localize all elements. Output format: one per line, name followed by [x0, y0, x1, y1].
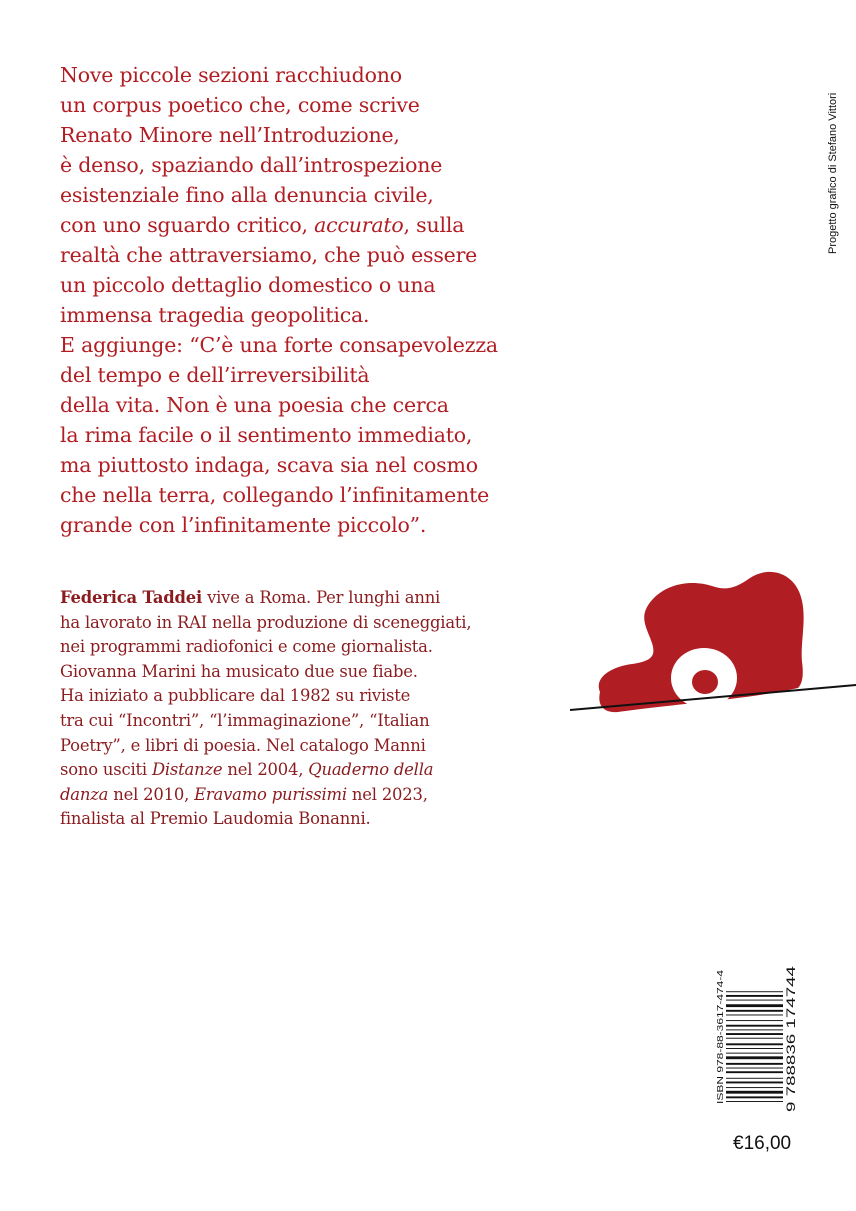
book-title: Distanze: [151, 760, 223, 780]
barcode-bar: [726, 1033, 783, 1035]
blurb-line: un corpus poetico che, come scrive: [60, 93, 420, 117]
logo-eye-red: [692, 670, 718, 694]
blurb-line: della vita. Non è una poesia che cerca: [60, 393, 449, 417]
barcode-bar: [726, 1015, 783, 1016]
blurb-text: con uno sguardo critico,: [60, 213, 315, 237]
blurb-text: , sulla: [403, 213, 465, 237]
barcode-bar: [726, 1004, 783, 1007]
barcode-bar: [726, 1096, 783, 1098]
barcode-bar: [726, 1063, 783, 1065]
bio-line: ha lavorato in RAI nella produzione di sceneggiati,: [60, 612, 472, 632]
book-title: danza: [60, 784, 109, 804]
blurb-line: realtà che attraversiamo, che può essere: [60, 243, 478, 267]
barcode-bar: [726, 1000, 783, 1001]
barcode-bar: [726, 1082, 783, 1084]
barcode-bar: [726, 1078, 783, 1079]
bio-line: Giovanna Marini ha musicato due sue fiabe.: [60, 661, 418, 681]
author-name: Federica Taddei: [60, 588, 203, 607]
blurb-line: del tempo e dell’irreversibilità: [60, 363, 370, 387]
bio-text: nel 2023,: [346, 784, 428, 804]
blurb-line: Nove piccole sezioni racchiudono: [60, 63, 402, 87]
blurb-italic-word: accurato: [314, 213, 404, 237]
book-title: Quaderno della: [308, 760, 434, 780]
barcode-bar: [726, 1087, 783, 1088]
isbn-label: ISBN 978-88-3617-474-4: [716, 1014, 725, 1104]
barcode-bar: [726, 1029, 783, 1030]
barcode-bar: [726, 1048, 783, 1049]
bio-line: Poetry”, e libri di poesia. Nel catalogo Manni: [60, 735, 426, 755]
barcode-bar: [726, 1038, 783, 1039]
blurb-line: [60, 210, 530, 240]
blurb-line: ma piuttosto indaga, scava sia nel cosmo: [60, 453, 478, 477]
book-title: Eravamo purissimi: [194, 784, 347, 804]
barcode-bar: [726, 995, 783, 997]
bio-line: [60, 586, 520, 611]
bio-text: nel 2010,: [108, 784, 195, 804]
blurb-line: immensa tragedia geopolitica.: [60, 303, 370, 327]
price-label: €16,00: [733, 1133, 792, 1154]
blurb-line: è denso, spaziando dall’introspezione: [60, 153, 443, 177]
barcode-bar: [726, 1091, 783, 1094]
barcode-bar: [726, 1068, 783, 1069]
blurb-line: grande con l’infinitamente piccolo”.: [60, 513, 427, 537]
bio-line: [60, 783, 520, 808]
back-cover-blurb: [60, 60, 530, 540]
blurb-line: Renato Minore nell’Introduzione,: [60, 123, 400, 147]
bio-line: tra cui “Incontri”, “l’immaginazione”, “Italian: [60, 710, 430, 730]
publisher-logo-icon: [566, 568, 856, 718]
barcode-bar: [726, 1056, 783, 1059]
barcode-bar: [726, 1025, 783, 1027]
blurb-line: E aggiunge: “C’è una forte consapevolezza: [60, 333, 498, 357]
blurb-line: esistenziale fino alla denuncia civile,: [60, 183, 434, 207]
barcode-bar: [726, 991, 783, 992]
barcode-bar: [726, 1043, 783, 1045]
bio-text: vive a Roma. Per lunghi anni: [202, 588, 441, 607]
barcode-bar: [726, 1101, 783, 1102]
blurb-line: che nella terra, collegando l’infinitamente: [60, 483, 490, 507]
isbn-barcode: [714, 966, 798, 1112]
author-bio: [60, 586, 520, 832]
bio-text: sono usciti: [60, 760, 152, 780]
barcode-bar: [726, 1020, 783, 1021]
bio-line: Ha iniziato a pubblicare dal 1982 su riviste: [60, 686, 411, 706]
bio-line: finalista al Premio Laudomia Bonanni.: [60, 809, 371, 829]
blurb-line: un piccolo dettaglio domestico o una: [60, 273, 436, 297]
design-credit: Progetto grafico di Stefano Vittori: [827, 92, 839, 254]
bio-line: [60, 758, 520, 783]
bio-line: nei programmi radiofonici e come giornalista.: [60, 637, 433, 657]
blurb-line: la rima facile o il sentimento immediato,: [60, 423, 473, 447]
barcode-bar: [726, 1071, 783, 1073]
barcode-bar: [726, 1010, 783, 1012]
ean-digits: 9 788836 174744: [784, 1018, 798, 1112]
bio-text: nel 2004,: [222, 760, 309, 780]
barcode-bar: [726, 1053, 783, 1054]
